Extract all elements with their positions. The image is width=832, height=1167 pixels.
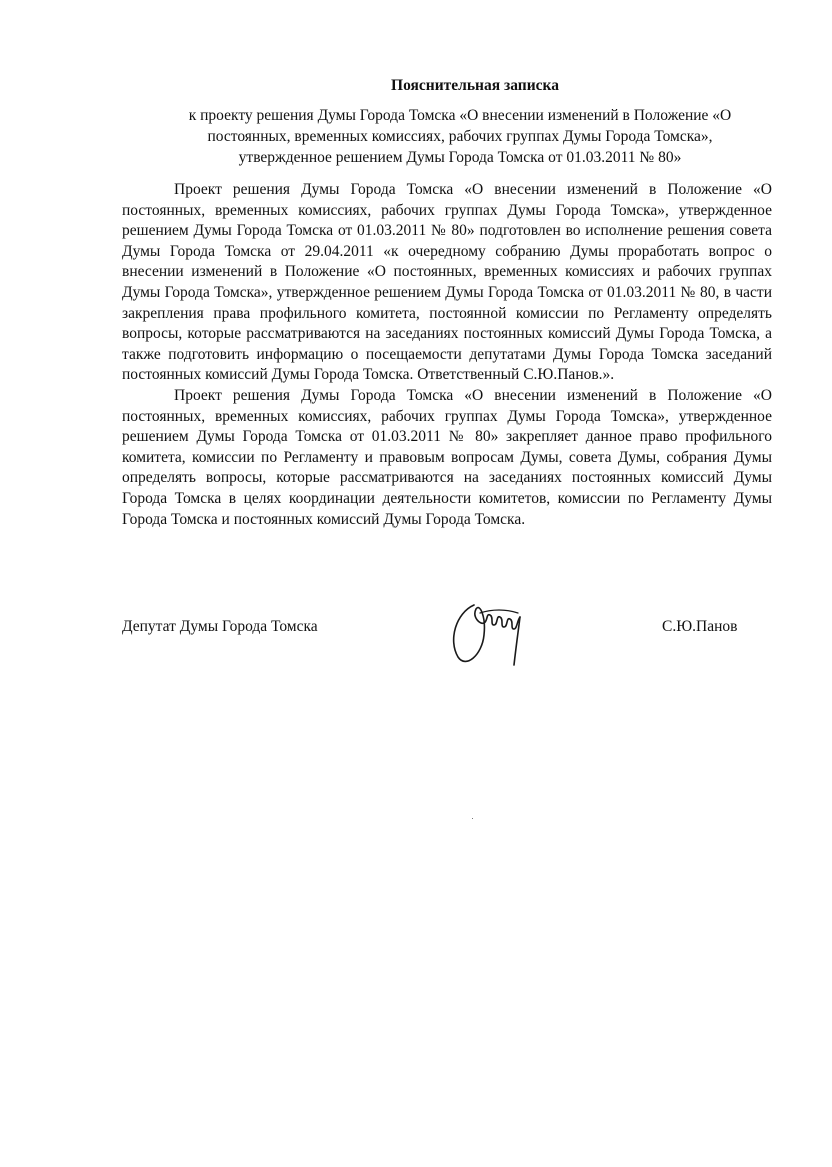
document-title: Пояснительная записка bbox=[391, 77, 559, 94]
subtitle-line: к проекту решения Думы Города Томска «О внесении изменений в Положение «О bbox=[188, 107, 732, 124]
signature-block bbox=[122, 617, 772, 677]
document-subtitle bbox=[130, 105, 790, 168]
body-paragraph: Проект решения Думы Города Томска «О внесении изменений в Положение «О постоянных, временных комиссиях, рабочих группах Думы Города Томска», утвержденное решением Думы Города Томска от 01.03.2011 № 80» закрепляет данное право профильного комитета, комиссии по Регламенту и правовым вопросам Думы, совета Думы, собрания Думы определять вопросы, которые рассматриваются на заседаниях постоянных комиссий Думы Города Томска в целях координации деятельности комитетов, комиссии по Регламенту Думы Города Томска и постоянных комиссий Думы Города Томска. bbox=[122, 386, 772, 528]
body-paragraph: Проект решения Думы Города Томска «О внесении изменений в Положение «О постоянных, временных комиссиях, рабочих группах Думы Города Томска», утвержденное решением Думы Города Томска от 01.03.2011 № 80» подготовлен во исполнение решения совета Думы Города Томска от 29.04.2011 «к очередному собранию Думы проработать вопрос о внесении изменений в Положение «О постоянных, временных комиссиях и рабочих группах Думы Города Томска», утвержденное решением Думы Города Томска от 01.03.2011 № 80, в части закрепления права профильного комитета, постоянной комиссии по Регламенту определять вопросы, которые рассматриваются на заседаниях постоянных комиссий Думы Города Томска, а также подготовить информацию о посещаемости депутатами Думы Города Томска заседаний постоянных комиссий Думы Города Томска. Ответственный С.Ю.Панов.». bbox=[122, 181, 772, 384]
signer-name: С.Ю.Панов bbox=[662, 618, 738, 635]
subtitle-line: утвержденное решением Думы Города Томска от 01.03.2011 № 80» bbox=[238, 149, 682, 166]
signer-position: Депутат Думы Города Томска bbox=[122, 618, 318, 635]
scan-speck bbox=[472, 818, 473, 819]
subtitle-line: постоянных, временных комиссиях, рабочих группах Думы Города Томска», bbox=[207, 128, 713, 145]
document-body bbox=[122, 180, 772, 530]
handwritten-signature-icon bbox=[444, 595, 534, 670]
